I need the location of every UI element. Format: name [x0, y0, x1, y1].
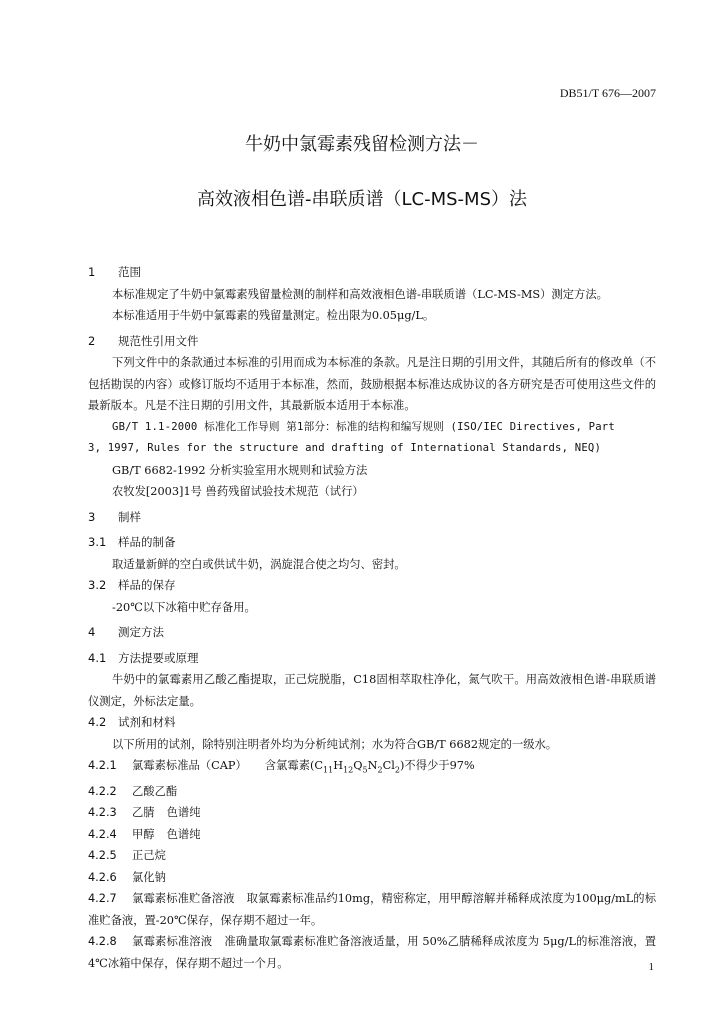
- subsection-heading: [88, 532, 656, 554]
- item-number: 4.2.5: [88, 849, 117, 863]
- item-label: 氯化钠: [132, 870, 166, 884]
- item-number: 4.2.4: [88, 827, 117, 841]
- paragraph: -20℃以下冰箱中贮存备用。: [112, 600, 256, 614]
- formula-part: Cl: [382, 759, 395, 772]
- item-desc: 含氯霉素(C: [264, 759, 324, 772]
- paragraph: 牛奶中的氯霉素用乙酸乙酯提取，正己烷脱脂，C18固相萃取柱净化，氮气吹干。用高效液相色谱-串联质谱仪测定，外标法定量。: [88, 673, 656, 708]
- item-label: 氯霉素标准溶液: [132, 935, 213, 949]
- item-desc-tail: )不得少于97%: [399, 759, 475, 772]
- reagent-item: [88, 824, 656, 846]
- subsection-heading: [88, 648, 656, 670]
- item-label: 乙腈: [132, 806, 155, 820]
- subsection-title: 方法提要或原理: [118, 650, 199, 665]
- item-desc: 色谱纯: [166, 827, 201, 841]
- section-title: 规范性引用文件: [118, 333, 199, 348]
- reagent-item: [88, 755, 656, 781]
- subsection-title: 试剂和材料: [118, 715, 176, 729]
- reference-item-continuation: 3, 1997, Rules for the structure and drafting of International Standards, NEQ): [88, 442, 602, 454]
- subsection-title: 样品的制备: [118, 535, 176, 549]
- formula-part: N: [367, 759, 378, 772]
- item-number: 4.2.1: [88, 759, 117, 772]
- item-label: 正己烷: [132, 849, 166, 863]
- page-number: 1: [648, 961, 654, 973]
- section-number: 1: [88, 265, 96, 279]
- subsection-number: 3.1: [88, 535, 107, 549]
- paragraph: 以下所用的试剂，除特别注明者外均为分析纯试剂；水为符合GB/T 6682规定的一级水。: [112, 737, 558, 751]
- section-title: 测定方法: [118, 625, 164, 639]
- section-number: 4: [88, 625, 96, 639]
- paragraph: 本标准适用于牛奶中氯霉素的残留量测定。检出限为0.05μg/L。: [112, 309, 435, 322]
- reference-item: GB/T 1.1-2000 标准化工作导则 第1部分：标准的结构和编写规则 (ISO/IEC Directives, Part: [112, 420, 615, 433]
- formula-sub: 5: [362, 765, 368, 775]
- document-title-line1: 牛奶中氯霉素残留检测方法－: [245, 134, 479, 155]
- item-label: 氯霉素标准品: [132, 759, 200, 772]
- formula-part: Q: [353, 759, 363, 772]
- section-1-heading: [88, 262, 656, 284]
- formula-sub: 12: [343, 765, 354, 775]
- reagent-item: [88, 802, 656, 824]
- subsection-title: 样品的保存: [118, 578, 176, 592]
- paragraph: 本标准规定了牛奶中氯霉素残留量检测的制样和高效液相色谱-串联质谱（LC-MS-MS）测定方法。: [112, 287, 608, 301]
- section-3-heading: [88, 507, 656, 529]
- reference-item: GB/T 6682-1992 分析实验室用水规则和试验方法: [112, 463, 368, 477]
- reagent-item: [88, 888, 656, 931]
- section-number: 3: [88, 509, 96, 524]
- reagent-item: [88, 931, 656, 974]
- item-label: 氯霉素标准贮备溶液: [132, 892, 235, 906]
- subsection-heading: [88, 575, 656, 597]
- item-desc: 色谱纯: [166, 806, 201, 820]
- document-title-line2: 高效液相色谱-串联质谱（LC-MS-MS）法: [197, 189, 527, 210]
- section-2-heading: [88, 331, 656, 353]
- subsection-number: 4.1: [88, 650, 107, 665]
- item-number: 4.2.2: [88, 784, 117, 798]
- item-number: 4.2.7: [88, 892, 117, 906]
- subsection-heading: [88, 712, 656, 734]
- reagent-item: [88, 845, 656, 867]
- item-label: 乙酸乙酯: [132, 784, 178, 798]
- paragraph: 下列文件中的条款通过本标准的引用而成为本标准的条款。凡是注日期的引用文件，其随后所有的修改单（不包括勘误的内容）或修订版均不适用于本标准，然而，鼓励根据本标准达成协议的各方研究是否可使用这些文件的最新版本。凡是不注日期的引用文件，其最新版本适用于本标准。: [88, 356, 656, 412]
- section-number: 2: [88, 333, 96, 348]
- section-title: 制样: [118, 509, 141, 524]
- section-4-heading: [88, 622, 656, 644]
- item-desc: 准确量取氯霉素标准贮备溶液适量，用 50%乙腈稀释成浓度为 5μg/L的标准溶液，置4℃冰箱中保存，保存期不超过一个月。: [88, 935, 656, 970]
- section-title: 范围: [118, 265, 141, 279]
- item-desc: 取氯霉素标准品约10mg，精密称定，用甲醇溶解并稀释成浓度为100μg/mL的标准贮备液，置-20℃保存，保存期不超过一年。: [88, 892, 656, 927]
- reagent-item: [88, 781, 656, 803]
- reagent-item: [88, 867, 656, 889]
- item-number: 4.2.6: [88, 870, 117, 884]
- item-label: 甲醇: [132, 827, 155, 841]
- formula-sub: 2: [394, 765, 400, 775]
- standard-code: DB51/T 676—2007: [559, 86, 656, 100]
- paragraph: 取适量新鲜的空白或供试牛奶，涡旋混合使之均匀、密封。: [112, 557, 406, 571]
- item-number: 4.2.8: [88, 935, 117, 949]
- subsection-number: 3.2: [88, 578, 107, 592]
- item-extra: （CAP）: [199, 759, 247, 772]
- formula-part: H: [333, 759, 344, 772]
- formula-sub: 2: [377, 765, 383, 775]
- subsection-number: 4.2: [88, 715, 107, 729]
- formula-sub: 11: [323, 765, 334, 775]
- item-number: 4.2.3: [88, 806, 117, 820]
- reference-item: 农牧发[2003]1号 兽药残留试验技术规范（试行）: [112, 485, 364, 498]
- document-body: [88, 262, 656, 974]
